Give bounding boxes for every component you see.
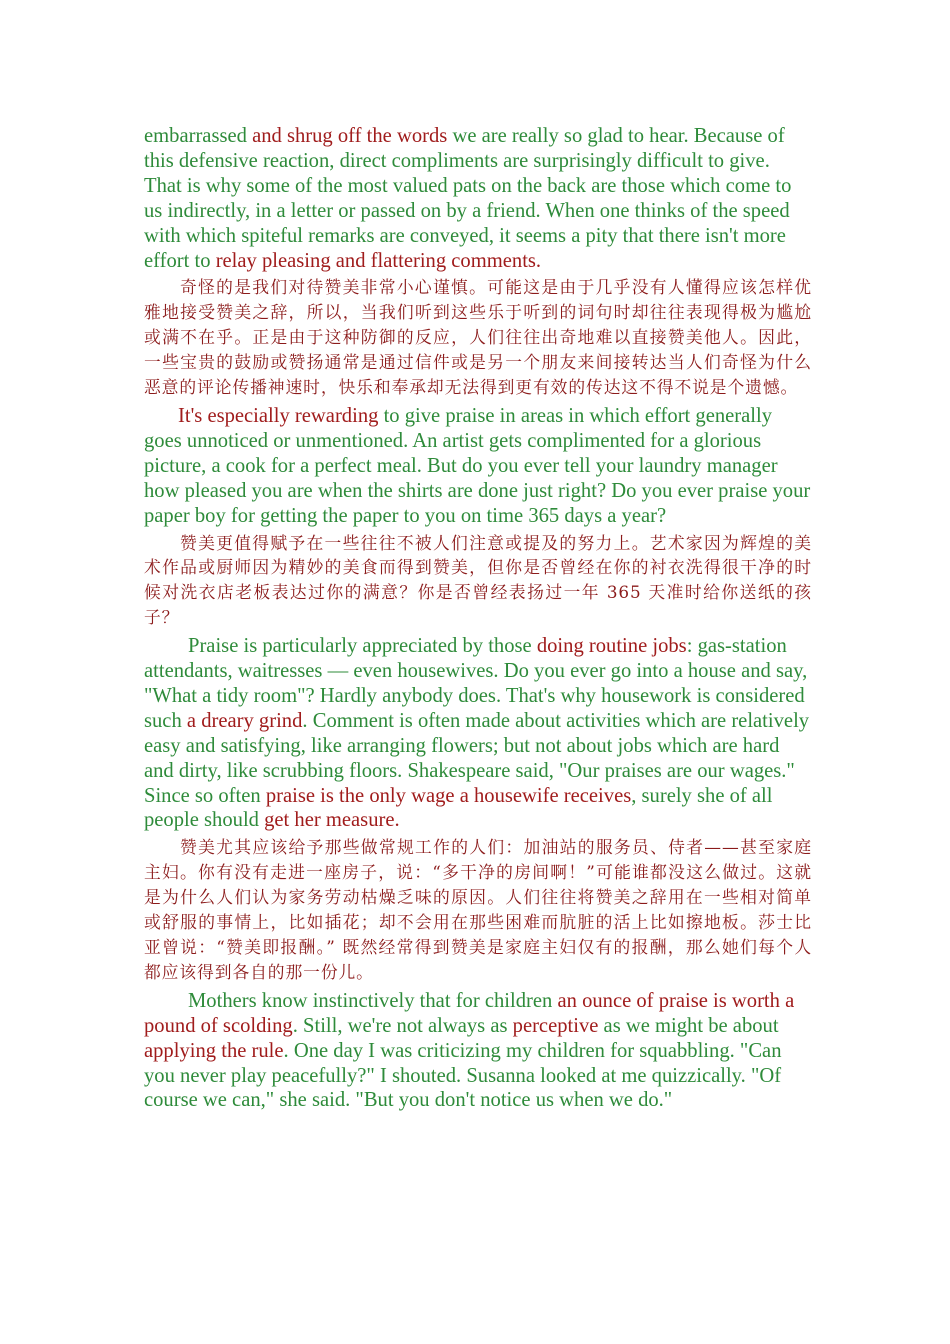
paragraph-cn-2: 赞美更值得赋予在一些往往不被人们注意或提及的努力上。艺术家因为辉煌的美术作品或厨师因为精妙的美食而得到赞美，但你是否曾经在你的衬衣洗得很干净的时候对洗衣店老板表达过你的满意？你是否曾经表扬过一年 365 天准时给你送纸的孩子？ <box>144 532 812 628</box>
paragraph-en-4 <box>144 989 812 1114</box>
text-segment: Mothers know instinctively that for children <box>188 989 558 1012</box>
highlighted-phrase: It's especially rewarding <box>178 404 379 427</box>
highlighted-phrase: a dreary grind <box>186 709 303 732</box>
highlighted-phrase: perceptive <box>512 1014 599 1037</box>
paragraph-en-1 <box>144 124 812 273</box>
paragraph-cn-3: 赞美尤其应该给予那些做常规工作的人们：加油站的服务员、侍者——甚至家庭主妇。你有没有走进一座房子，说：“多干净的房间啊！”可能谁都没这么做过。这就是为什么人们认为家务劳动枯燥乏味的原因。人们往往将赞美之辞用在一些相对简单或舒服的事情上，比如插花；却不会用在那些困难而肮脏的活上比如擦地板。莎士比亚曾说：“赞美即报酬。” 既然经常得到赞美是家庭主妇仅有的报酬，那么她们每个人都应该得到各自的那一份儿。 <box>144 837 812 982</box>
highlighted-phrase: and <box>246 125 287 147</box>
text-segment: . Still, we're not always as <box>292 1014 513 1037</box>
text-segment: Praise is particularly appreciated by those <box>188 635 537 658</box>
highlighted-phrase: shrug off the words <box>286 125 448 147</box>
paragraph-cn-1: 奇怪的是我们对待赞美非常小心谨慎。可能这是由于几乎没有人懂得应该怎样优雅地接受赞美之辞，所以，当我们听到这些乐于听到的词句时却往往表现得极为尴尬或满不在乎。正是由于这种防御的反应，人们往往出奇地难以直接赞美他人。因此，一些宝贵的鼓励或赞扬通常是通过信件或是另一个朋友来间接转达当人们奇怪为什么恶意的评论传播神速时，快乐和奉承却无法得到更有效的传达这不得不说是个遗憾。 <box>144 277 812 398</box>
text-segment: . One day I was criticizing my children for squabbling. "Can you never play peacefully?" I shouted. Susanna looked at me quizzically. "Of course we can," she said. "But you don't notice us when we do." <box>144 1039 782 1112</box>
text-segment: as we might be about <box>598 1014 779 1037</box>
document-page <box>144 124 812 1113</box>
text-segment: : gas-station attendants, waitresses — even housewives. Do you ever go into a house and say, "What a tidy room"? Hardly anybody does. That's why housework is considered such <box>144 635 808 732</box>
highlighted-phrase: relay pleasing and flattering comments. <box>215 249 542 272</box>
highlighted-phrase: doing routine jobs <box>536 635 687 658</box>
paragraph-en-2 <box>144 404 812 529</box>
paragraph-en-3 <box>144 634 812 833</box>
highlighted-phrase: get her measure. <box>264 809 400 832</box>
text-segment: embarrassed <box>144 125 247 147</box>
highlighted-phrase: praise is the only wage a housewife receives <box>265 784 632 807</box>
highlighted-phrase: applying the rule <box>144 1039 284 1062</box>
text-segment: we are really so glad to hear. Because of this defensive reaction, direct compliments are surprisingly difficult to give. That is why some of the most valued pats on the back are those which come to us indirectly, in a letter or passed on by a friend. When one thinks of the speed with which spiteful remarks are conveyed, it seems a pity that there isn't more effort to <box>144 125 792 272</box>
highlighted-phrase: an ounce of praise is worth a pound of scolding <box>144 989 795 1037</box>
text-segment: to give praise in areas in which effort generally goes unnoticed or unmentioned. An artist gets complimented for a glorious picture, a cook for a perfect meal. But do you ever tell your laundry manager how pleased you are when the shirts are done just right? Do you ever praise your paper boy for getting the paper to you on time 365 days a year? <box>144 404 811 527</box>
text-segment: . Comment is often made about activities which are relatively easy and satisfying, like arranging flowers; but not about jobs which are hard and dirty, like scrubbing floors. Shakespeare said, "Our praises are our wages." Since so often <box>144 709 810 807</box>
text-segment: , surely she of all people should <box>144 784 773 832</box>
